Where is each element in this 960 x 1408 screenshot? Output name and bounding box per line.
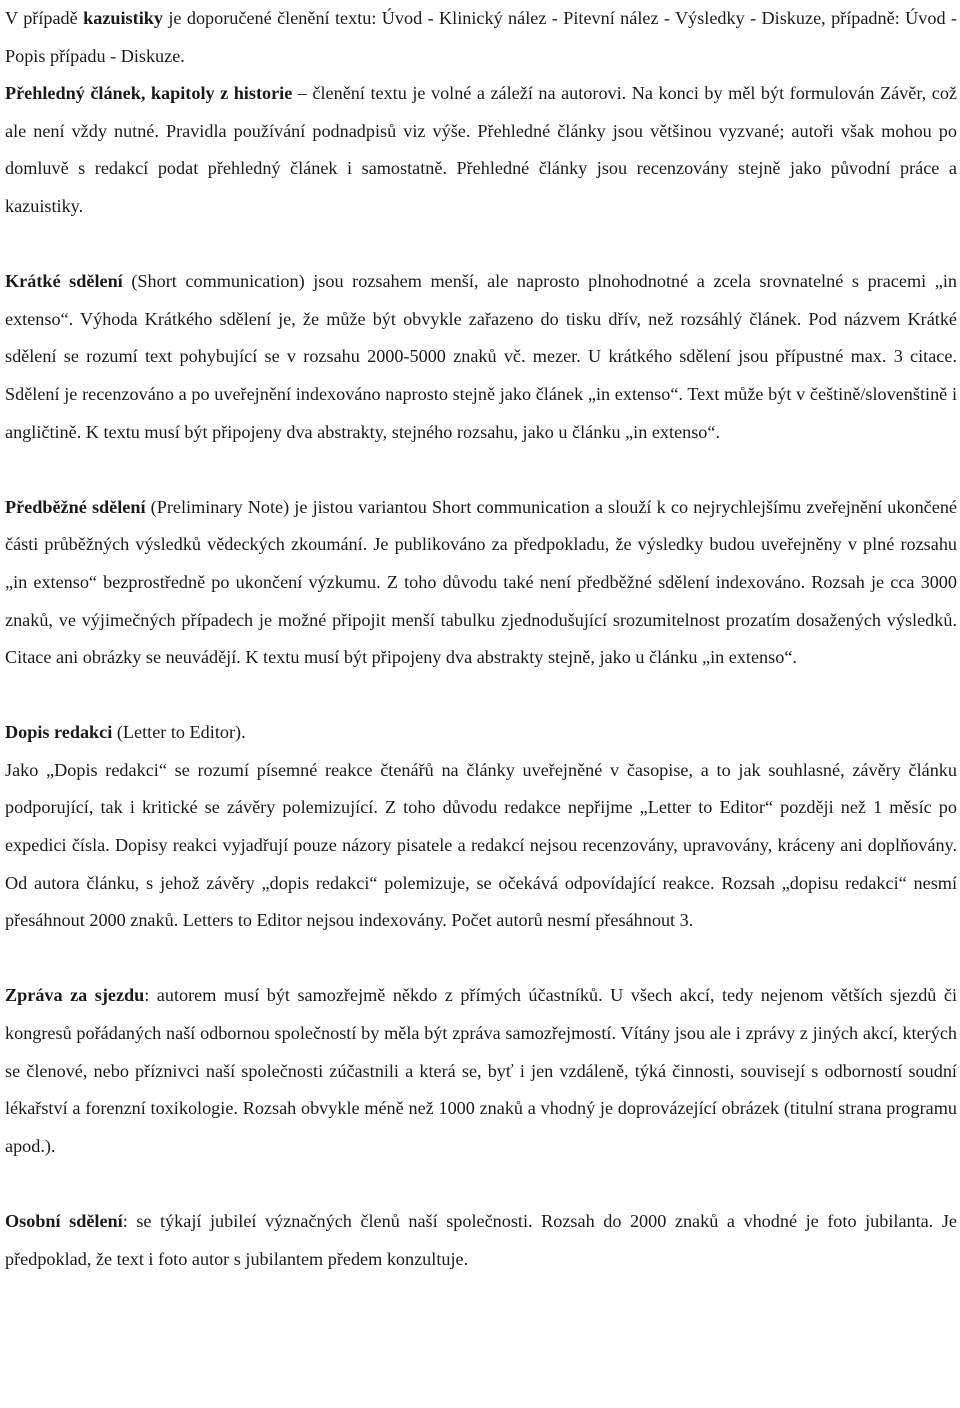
body-text: (Letter to Editor). <box>112 722 246 743</box>
paragraph-gap <box>5 940 957 978</box>
body-text: je doporučené členění textu: Úvod - Klinický nález - Pitevní nález - Výsledky - Diskuze, případně: Úvod - Popis případu - Diskuze. <box>5 8 957 66</box>
paragraph-gap <box>5 451 957 489</box>
paragraph-gap <box>5 677 957 715</box>
body-text: V případě <box>5 8 84 28</box>
paragraph-kazuistika <box>5 0 957 75</box>
paragraph-kratke-sdeleni <box>5 263 957 451</box>
paragraph-zprava-za-sjezdu <box>5 977 957 1165</box>
paragraph-prehledny-clanek <box>5 75 957 225</box>
bold-term: kazuistiky <box>83 8 163 28</box>
bold-term: Krátké sdělení <box>5 271 123 292</box>
body-text: (Short communication) jsou rozsahem menší, ale naprosto plnohodnotné a zcela srovnatelné s pracemi „in extenso“. Výhoda Krátkého sdělení je, že může být obvykle zařazeno do tisku dřív, než rozsáhlý článek. Pod názvem Krátké sdělení se rozumí text pohybující se v rozsahu 2000-5000 znaků vč. mezer. U krátkého sdělení jsou přípustné max. 3 citace. Sdělení je recenzováno a po uveřejnění indexováno naprosto stejně jako článek „in extenso“. Text může být v češtině/slovenštině i angličtině. K textu musí být připojeny dva abstrakty, stejného rozsahu, jako u článku „in extenso“. <box>5 271 957 442</box>
body-text: : autorem musí být samozřejmě někdo z přímých účastníků. U všech akcí, tedy nejenom větších sjezdů či kongresů pořádaných naší odbornou společností by měla být zpráva samozřejmostí. Vítány jsou ale i zprávy z jiných akcí, kterých se členové, nebo příznivci naší společnosti zúčastnili a která se, byť i jen vzdáleně, týká činnosti, souvisejí s odborností soudní lékařství a forenzní toxikologie. Rozsah obvykle méně než 1000 znaků a vhodný je doprovázející obrázek (titulní strana programu apod.). <box>5 985 957 1156</box>
body-text: : se týkají jubileí význačných členů naší společnosti. Rozsah do 2000 znaků a vhodné je foto jubilanta. Je předpoklad, že text i foto autor s jubilantem předem konzultuje. <box>5 1211 957 1269</box>
paragraph-gap <box>5 1165 957 1203</box>
paragraph-dopis-redakci-heading <box>5 714 957 752</box>
body-text: – členění textu je volné a záleží na autorovi. Na konci by měl být formulován Závěr, což ale není vždy nutné. Pravidla používání podnadpisů viz výše. Přehledné články jsou většinou vyzvané; autoři však mohou po domluvě s redakcí podat přehledný článek i samostatně. Přehledné články jsou recenzovány stejně jako původní práce a kazuistiky. <box>5 83 957 216</box>
bold-term: Zpráva za sjezdu <box>5 985 145 1006</box>
bold-term: Dopis redakci <box>5 722 113 743</box>
bold-term: Předběžné sdělení <box>5 496 146 517</box>
bold-term: Přehledný článek, kapitoly z historie <box>5 83 293 104</box>
paragraph-gap <box>5 226 957 264</box>
document-page <box>5 0 957 1278</box>
body-text: (Preliminary Note) je jistou variantou Short communication a slouží k co nejrychlejšímu zveřejnění ukončené části průběžných výsledků vědeckých zkoumání. Je publikováno za předpokladu, že výsledky budou uveřejněny v plné rozsahu „in extenso“ bezprostředně po ukončení výzkumu. Z toho důvodu také není předběžné sdělení indexováno. Rozsah je cca 3000 znaků, ve výjimečných případech je možné připojit menší tabulku zjednodušující srozumitelnost prozatím dosažených výsledků. Citace ani obrázky se neuvádějí. K textu musí být připojeny dva abstrakty stejně, jako u článku „in extenso“. <box>5 496 957 668</box>
paragraph-osobni-sdeleni <box>5 1203 957 1278</box>
paragraph-dopis-redakci-body <box>5 752 957 940</box>
paragraph-predbezne-sdeleni <box>5 489 957 677</box>
bold-term: Osobní sdělení <box>5 1211 123 1231</box>
body-text: Jako „Dopis redakci“ se rozumí písemné reakce čtenářů na články uveřejněné v časopise, a to jak souhlasné, závěry článku podporující, tak i kritické se závěry polemizující. Z toho důvodu redakce nepřijme „Letter to Editor“ později než 1 měsíc po expedici čísla. Dopisy reakci vyjadřují pouze názory pisatele a redakcí nejsou recenzovány, upravovány, kráceny ani doplňovány. Od autora článku, s jehož závěry „dopis redakci“ polemizuje, se očekává odpovídající reakce. Rozsah „dopisu redakci“ nesmí přesáhnout 2000 znaků. Letters to Editor nejsou indexovány. Počet autorů nesmí přesáhnout 3. <box>5 759 957 931</box>
